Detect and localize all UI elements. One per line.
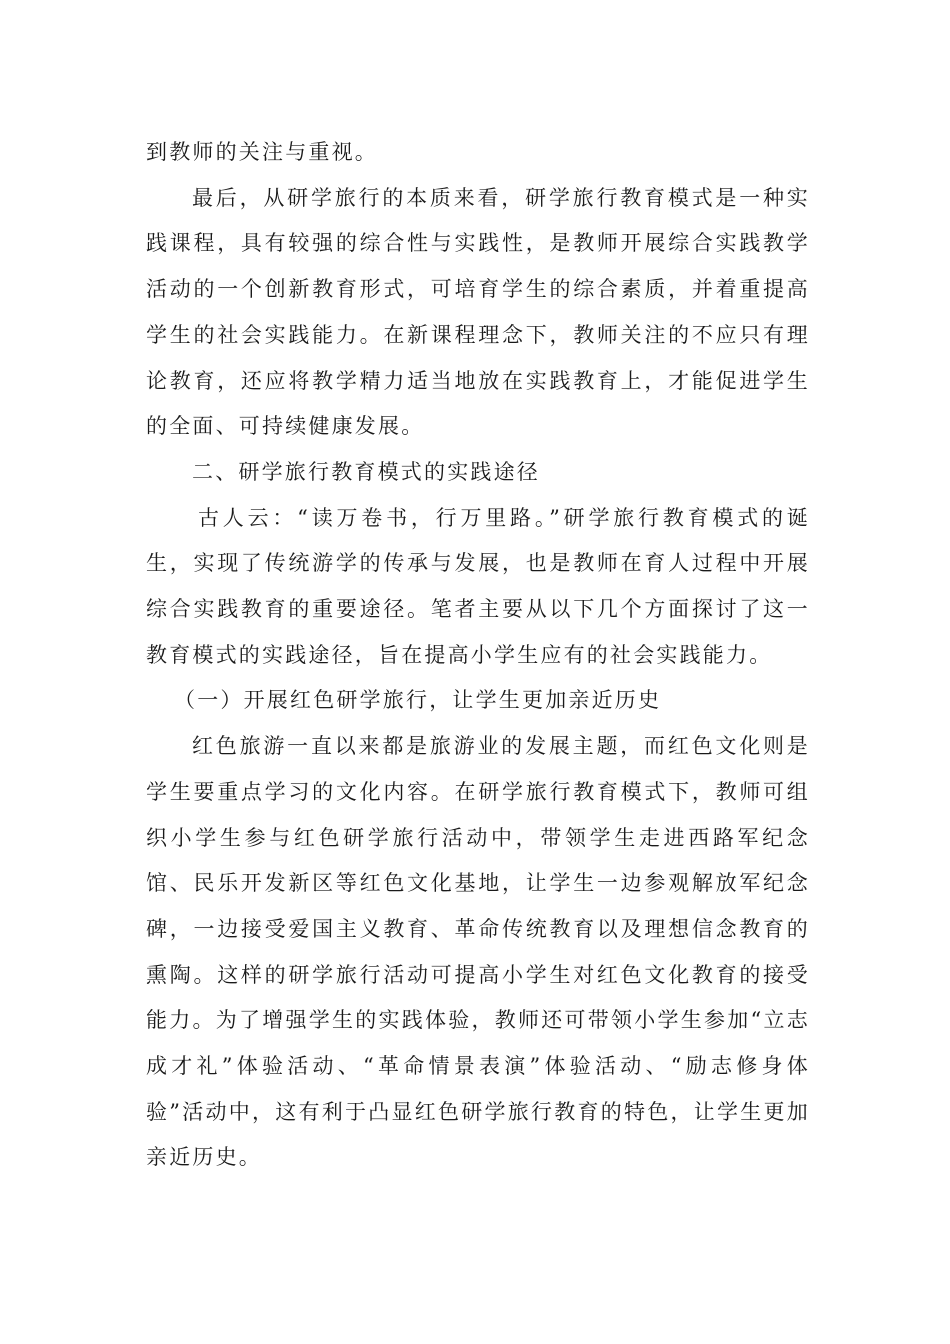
paragraph-essence-of-study-travel: 最后，从研学旅行的本质来看，研学旅行教育模式是一种实践课程，具有较强的综合性与实践性，是教师开展综合实践教学活动的一个创新教育形式，可培育学生的综合素质，并着重提高学生的社会实践能力。在新课程理念下，教师关注的不应只有理论教育，还应将教学精力适当地放在实践教育上，才能促进学生的全面、可持续健康发展。 — [146, 185, 810, 439]
paragraph-continuation: 到教师的关注与重视。 — [146, 140, 378, 164]
paragraph-ancient-saying: 古人云：“读万卷书，行万里路。”研学旅行教育模式的诞生，实现了传统游学的传承与发展，也是教师在育人过程中开展综合实践教育的重要途径。笔者主要从以下几个方面探讨了这一教育模式的实践途径，旨在提高小学生应有的社会实践能力。 — [146, 505, 810, 667]
paragraph-red-tourism: 红色旅游一直以来都是旅游业的发展主题，而红色文化则是学生要重点学习的文化内容。在研学旅行教育模式下，教师可组织小学生参与红色研学旅行活动中，带领学生走进西路军纪念馆、民乐开发新区等红色文化基地，让学生一边参观解放军纪念碑，一边接受爱国主义教育、革命传统教育以及理想信念教育的熏陶。这样的研学旅行活动可提高小学生对红色文化教育的接受能力。为了增强学生的实践体验，教师还可带领小学生参加“立志成才礼”体验活动、“革命情景表演”体验活动、“励志修身体验”活动中，这有利于凸显红色研学旅行教育的特色，让学生更加亲近历史。 — [146, 734, 810, 1170]
section-heading-practice-paths: 二、研学旅行教育模式的实践途径 — [192, 459, 540, 484]
subsection-heading-red-study-travel: （一）开展红色研学旅行，让学生更加亲近历史 — [174, 688, 662, 713]
document-body — [146, 130, 810, 1181]
